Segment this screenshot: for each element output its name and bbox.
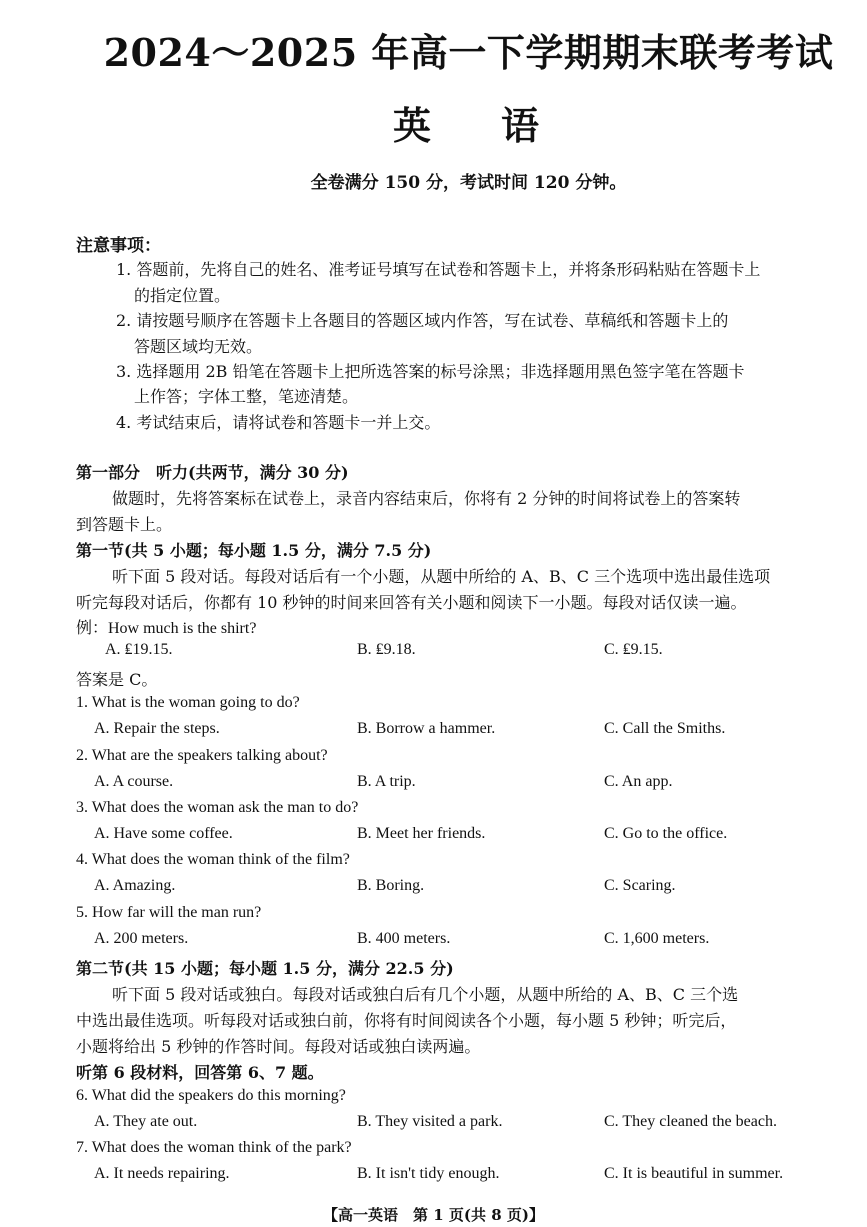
question-7: 7. What does the woman think of the park? <box>76 1139 352 1156</box>
q3-option-c: C. Go to the office. <box>604 825 728 842</box>
q1-option-b: B. Borrow a hammer. <box>357 720 496 737</box>
question-1: 1. What is the woman going to do? <box>76 694 300 711</box>
notice-line: 答题区域均无效。 <box>134 337 263 356</box>
example-option-b: B. ₤9.18. <box>357 641 416 658</box>
example-option-a: A. ₤19.15. <box>105 641 173 658</box>
notice-heading: 注意事项： <box>76 236 161 256</box>
example-answer: 答案是 C。 <box>76 670 158 689</box>
q7-option-b: B. It isn't tidy enough. <box>357 1165 500 1182</box>
q7-option-c: C. It is beautiful in summer. <box>604 1165 784 1182</box>
q5-option-c: C. 1,600 meters. <box>604 930 710 947</box>
part1-heading: 第一部分 听力(共两节，满分 30 分) <box>76 463 349 482</box>
q2-option-a: A. A course. <box>94 773 174 790</box>
section1-intro-line: 听下面 5 段对话。每段对话后有一个小题，从题中所给的 A、B、C 三个选项中选出最佳选项 <box>112 567 771 586</box>
q3-option-b: B. Meet her friends. <box>357 825 486 842</box>
notice-line: 上作答；字体工整，笔迹清楚。 <box>134 387 359 406</box>
page-footer: 【高一英语 第 1 页(共 8 页)】 <box>323 1206 544 1224</box>
q4-option-b: B. Boring. <box>357 877 425 894</box>
part1-intro-line: 到答题卡上。 <box>76 515 173 534</box>
exam-info: 全卷满分 150 分，考试时间 120 分钟。 <box>310 173 627 193</box>
question-5: 5. How far will the man run? <box>76 904 262 921</box>
question-6: 6. What did the speakers do this morning? <box>76 1087 346 1104</box>
q4-option-a: A. Amazing. <box>94 877 176 894</box>
example-question: 例：How much is the shirt? <box>76 620 257 637</box>
exam-title: 2024～2025 年高一下学期期末联考考试 <box>103 30 834 75</box>
q6-option-c: C. They cleaned the beach. <box>604 1113 777 1130</box>
q6-option-b: B. They visited a park. <box>357 1113 503 1130</box>
question-2: 2. What are the speakers talking about? <box>76 747 328 764</box>
q2-option-c: C. An app. <box>604 773 673 790</box>
notice-line: 4. 考试结束后，请将试卷和答题卡一并上交。 <box>116 413 441 432</box>
notice-line: 1. 答题前，先将自己的姓名、准考证号填写在试卷和答题卡上，并将条形码粘贴在答题卡上 <box>116 260 761 279</box>
question-4: 4. What does the woman think of the film? <box>76 851 350 868</box>
q5-option-b: B. 400 meters. <box>357 930 451 947</box>
q3-option-a: A. Have some coffee. <box>94 825 233 842</box>
notice-line: 2. 请按题号顺序在答题卡上各题目的答题区域内作答，写在试卷、草稿纸和答题卡上的 <box>116 311 729 330</box>
material-heading: 听第 6 段材料，回答第 6、7 题。 <box>76 1063 324 1082</box>
q7-option-a: A. It needs repairing. <box>94 1165 230 1182</box>
notice-line: 3. 选择题用 2B 铅笔在答题卡上把所选答案的标号涂黑；非选择题用黑色签字笔在答题卡 <box>116 362 745 381</box>
subject-title: 英语 <box>393 103 610 148</box>
q1-option-c: C. Call the Smiths. <box>604 720 726 737</box>
example-option-c: C. ₤9.15. <box>604 641 663 658</box>
q4-option-c: C. Scaring. <box>604 877 676 894</box>
section2-heading: 第二节(共 15 小题；每小题 1.5 分，满分 22.5 分) <box>76 959 454 978</box>
section1-heading: 第一节(共 5 小题；每小题 1.5 分，满分 7.5 分) <box>76 541 432 560</box>
section2-intro-line: 小题将给出 5 秒钟的作答时间。每段对话或独白读两遍。 <box>76 1037 481 1056</box>
q5-option-a: A. 200 meters. <box>94 930 189 947</box>
q2-option-b: B. A trip. <box>357 773 416 790</box>
notice-line: 的指定位置。 <box>134 286 231 305</box>
part1-intro-line: 做题时，先将答案标在试卷上，录音内容结束后，你将有 2 分钟的时间将试卷上的答案转 <box>112 489 741 508</box>
section1-intro-line: 听完每段对话后，你都有 10 秒钟的时间来回答有关小题和阅读下一小题。每段对话仅读一遍。 <box>76 593 747 612</box>
q6-option-a: A. They ate out. <box>94 1113 198 1130</box>
question-3: 3. What does the woman ask the man to do? <box>76 799 359 816</box>
section2-intro-line: 听下面 5 段对话或独白。每段对话或独白后有几个小题，从题中所给的 A、B、C 三个选 <box>112 985 739 1004</box>
section2-intro-line: 中选出最佳选项。听每段对话或独白前，你将有时间阅读各个小题，每小题 5 秒钟；听完后， <box>76 1011 737 1030</box>
q1-option-a: A. Repair the steps. <box>94 720 220 737</box>
